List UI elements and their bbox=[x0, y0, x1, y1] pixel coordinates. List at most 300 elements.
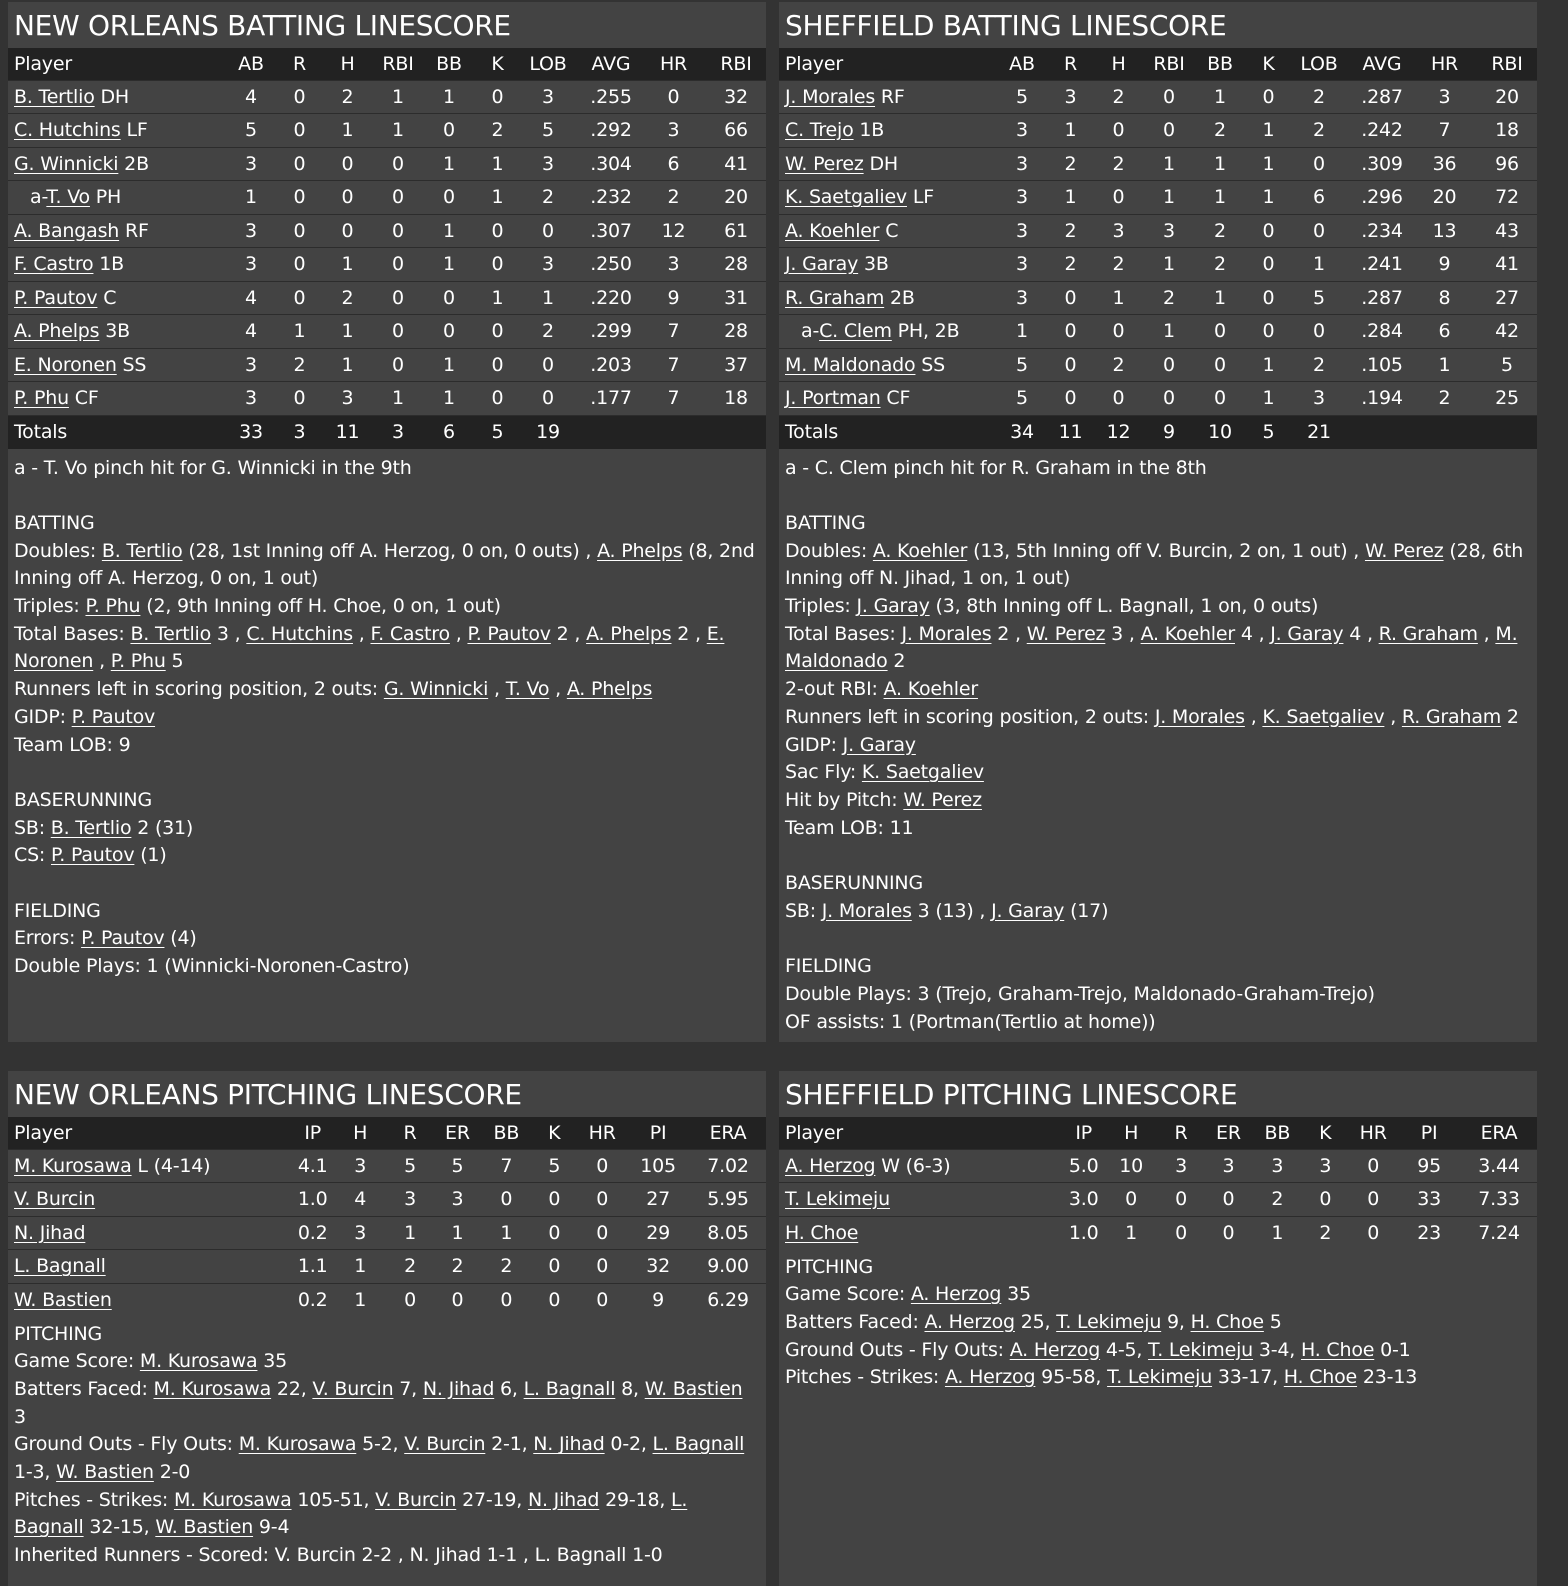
stat-avg: .287 bbox=[1361, 286, 1403, 309]
stat-h: 1 bbox=[354, 1255, 367, 1278]
pitching-notes bbox=[779, 1250, 1537, 1393]
player-link[interactable]: J. Garay bbox=[842, 733, 916, 756]
player-link[interactable]: E. Noronen bbox=[14, 622, 725, 673]
pitcher-cell bbox=[8, 1149, 293, 1183]
new-orleans-pitching-panel bbox=[8, 1071, 766, 1586]
stat-rbi: 1 bbox=[392, 119, 404, 142]
table-row bbox=[8, 1149, 766, 1183]
player-cell bbox=[8, 181, 220, 215]
player-link[interactable]: H. Choe bbox=[1283, 1366, 1358, 1389]
player-link[interactable]: W. Bastien bbox=[644, 1377, 743, 1400]
stat-ab: 3 bbox=[245, 353, 257, 376]
stat-rbi: 0 bbox=[392, 186, 404, 209]
stat-k: 1 bbox=[491, 286, 504, 309]
stat-ab: 3 bbox=[245, 219, 257, 242]
stat-text: 22, bbox=[271, 1377, 313, 1400]
player-position: C bbox=[97, 286, 117, 309]
new-orleans-batting-panel bbox=[8, 2, 766, 1042]
total-rbi: 9 bbox=[1163, 421, 1175, 443]
player-link[interactable]: H. Choe bbox=[1300, 1338, 1375, 1361]
stat-er: 0 bbox=[451, 1289, 464, 1311]
stat-r: 0 bbox=[293, 253, 306, 276]
player-link[interactable]: N. Jihad bbox=[533, 1433, 605, 1456]
table-row bbox=[779, 281, 1537, 315]
stat-lob: 5 bbox=[542, 119, 554, 142]
col-header-avg: AVG bbox=[591, 52, 631, 75]
player-cell bbox=[8, 248, 220, 282]
player-link[interactable]: C. Hutchins bbox=[14, 119, 121, 142]
player-link[interactable]: J. Garay bbox=[1270, 622, 1344, 645]
player-link[interactable]: N. Jihad bbox=[14, 1221, 86, 1244]
groundouts-flyouts-label: Ground Outs - Fly Outs: bbox=[14, 1433, 233, 1456]
player-link[interactable]: L. Bagnall bbox=[523, 1377, 616, 1400]
stat-hr: 7 bbox=[1438, 119, 1451, 142]
stat-bb: 1 bbox=[443, 152, 455, 175]
of-assists-line: OF assists: 1 (Portman(Tertlio at home)) bbox=[785, 1010, 1156, 1033]
player-link[interactable]: A. Herzog bbox=[944, 1366, 1036, 1389]
player-link[interactable]: T. Lekimeju bbox=[1148, 1338, 1254, 1361]
pitcher-cell bbox=[779, 1149, 1064, 1183]
player-link[interactable]: A. Koehler bbox=[872, 539, 968, 562]
col-header-h: H bbox=[340, 52, 355, 75]
stat-ab: 4 bbox=[245, 85, 257, 108]
stat-rbi: 0 bbox=[1163, 119, 1175, 142]
panel-title: NEW ORLEANS BATTING LINESCORE bbox=[14, 9, 511, 42]
stat-pi: 23 bbox=[1417, 1222, 1441, 1244]
player-link[interactable]: J. Morales bbox=[901, 622, 992, 645]
player-link[interactable]: V. Burcin bbox=[404, 1433, 486, 1456]
stat-h: 0 bbox=[1112, 119, 1125, 142]
player-position: RF bbox=[119, 219, 149, 242]
triples-label: Triples: bbox=[785, 595, 851, 617]
stat-avg: .234 bbox=[1361, 219, 1403, 242]
stat-srbi: 41 bbox=[724, 152, 748, 175]
player-position: SS bbox=[116, 353, 147, 376]
player-link[interactable]: J. Morales bbox=[821, 899, 912, 922]
player-link[interactable]: R. Graham bbox=[785, 286, 885, 309]
col-header-r: R bbox=[1174, 1121, 1188, 1144]
stat-k: 0 bbox=[548, 1221, 561, 1244]
stat-text: , bbox=[1384, 705, 1402, 728]
player-link[interactable]: P. Phu bbox=[14, 387, 69, 410]
player-position: 1B bbox=[853, 119, 885, 142]
sb-label: SB: bbox=[785, 899, 816, 922]
empty-cell bbox=[581, 415, 641, 449]
table-row bbox=[779, 1149, 1537, 1183]
stat-er: 0 bbox=[1222, 1222, 1235, 1244]
sac-fly-label: Sac Fly: bbox=[785, 761, 857, 784]
player-link[interactable]: T. Vo bbox=[505, 678, 550, 701]
player-link[interactable]: T. Lekimeju bbox=[1056, 1310, 1162, 1333]
stat-text: 3 (13) , bbox=[911, 899, 992, 922]
player-link[interactable]: W. Perez bbox=[903, 788, 982, 811]
player-link[interactable]: V. Burcin bbox=[375, 1488, 457, 1511]
player-link[interactable]: L. Bagnall bbox=[652, 1433, 745, 1456]
col-header-k: K bbox=[491, 52, 504, 75]
stat-avg: .287 bbox=[1361, 85, 1403, 108]
triples-label: Triples: bbox=[14, 595, 80, 617]
stat-bb: 0 bbox=[1214, 387, 1226, 410]
doubles-detail: (13, 5th Inning off V. Burcin, 2 on, 1 out) , bbox=[967, 539, 1365, 562]
stat-text: 7, bbox=[393, 1377, 423, 1400]
player-link[interactable]: M. Kurosawa bbox=[153, 1377, 272, 1400]
player-link[interactable]: N. Jihad bbox=[527, 1488, 600, 1511]
player-link[interactable]: C. Hutchins bbox=[246, 622, 353, 645]
player-link[interactable]: M. Maldonado bbox=[785, 353, 916, 376]
col-header-player: Player bbox=[785, 52, 843, 75]
stat-srbi: 41 bbox=[1495, 253, 1519, 276]
batters-faced-line bbox=[785, 1309, 1531, 1337]
player-link[interactable]: P. Phu bbox=[110, 650, 166, 673]
col-header-bb: BB bbox=[1207, 52, 1233, 75]
gidp-line bbox=[14, 704, 760, 732]
rlisp-label: Runners left in scoring position, 2 outs: bbox=[14, 678, 378, 701]
stat-era: 7.02 bbox=[707, 1154, 749, 1177]
totals-row bbox=[779, 415, 1537, 449]
table-header-row bbox=[779, 1117, 1537, 1149]
stat-text: 2 , bbox=[991, 622, 1027, 645]
stat-ip: 1.1 bbox=[297, 1255, 328, 1278]
player-link[interactable]: W. Bastien bbox=[14, 1289, 112, 1311]
stat-bb: 0 bbox=[443, 119, 455, 142]
stat-r: 0 bbox=[293, 85, 306, 108]
player-link[interactable]: K. Saetgaliev bbox=[861, 761, 984, 784]
stat-ab: 1 bbox=[1016, 320, 1028, 343]
stat-ab: 5 bbox=[1016, 387, 1028, 410]
stat-rbi: 0 bbox=[392, 152, 404, 175]
stat-ip: 4.1 bbox=[297, 1154, 328, 1177]
empty-cell bbox=[1412, 415, 1477, 449]
sb-line bbox=[14, 815, 760, 843]
doubles-label: Doubles: bbox=[14, 539, 97, 562]
player-position: PH, 2B bbox=[891, 320, 960, 343]
player-cell bbox=[8, 80, 220, 114]
batters-faced-label: Batters Faced: bbox=[785, 1310, 919, 1333]
batters-faced-line bbox=[14, 1376, 760, 1431]
player-link[interactable]: P. Pautov bbox=[14, 286, 98, 309]
player-link[interactable]: R. Graham bbox=[1401, 705, 1502, 728]
stat-bb: 1 bbox=[500, 1221, 513, 1244]
total-bases-line bbox=[14, 621, 760, 676]
stat-text: 35 bbox=[257, 1350, 288, 1373]
player-link[interactable]: C. Clem bbox=[819, 320, 892, 343]
player-link[interactable]: W. Bastien bbox=[155, 1516, 254, 1539]
col-header-bb: BB bbox=[1264, 1121, 1291, 1144]
pitching-heading: PITCHING bbox=[14, 1322, 103, 1345]
player-position: DH bbox=[863, 152, 898, 175]
stat-rbi: 1 bbox=[1163, 152, 1175, 175]
empty-cell bbox=[706, 415, 766, 449]
total-lob: 19 bbox=[536, 421, 560, 443]
cs-detail: (1) bbox=[134, 844, 167, 867]
triples-detail: (3, 8th Inning off L. Bagnall, 1 on, 0 outs) bbox=[929, 595, 1319, 617]
col-header-era: ERA bbox=[1480, 1121, 1518, 1144]
stat-srbi: 20 bbox=[724, 186, 748, 209]
stat-bb: 1 bbox=[443, 253, 455, 276]
stat-text: 5-2, bbox=[356, 1433, 405, 1456]
stat-k: 0 bbox=[491, 387, 504, 410]
player-link[interactable]: A. Phelps bbox=[14, 320, 100, 343]
player-link[interactable]: P. Phu bbox=[85, 595, 141, 617]
stat-ab: 3 bbox=[245, 387, 257, 410]
stat-r: 5 bbox=[404, 1154, 416, 1177]
player-link[interactable]: B. Tertlio bbox=[101, 539, 183, 562]
player-cell bbox=[779, 382, 991, 416]
stat-hr: 9 bbox=[667, 286, 680, 309]
player-link[interactable]: K. Saetgaliev bbox=[1262, 705, 1385, 728]
stat-lob: 0 bbox=[1313, 152, 1325, 175]
player-link[interactable]: J. Garay bbox=[991, 899, 1065, 922]
player-link[interactable]: L. Bagnall bbox=[14, 1255, 106, 1278]
col-header-player: Player bbox=[14, 52, 72, 75]
table-row bbox=[779, 181, 1537, 215]
stat-hr: 13 bbox=[1432, 219, 1457, 242]
player-link[interactable]: A. Phelps bbox=[566, 678, 653, 701]
stat-k: 0 bbox=[491, 353, 504, 376]
stat-bb: 2 bbox=[500, 1255, 513, 1278]
stat-r: 0 bbox=[293, 219, 306, 242]
player-link[interactable]: T. Vo bbox=[46, 186, 90, 209]
pitching-table bbox=[8, 1117, 766, 1317]
col-header-lob: LOB bbox=[1300, 52, 1338, 75]
stat-bb: 1 bbox=[1214, 186, 1226, 209]
stat-k: 1 bbox=[491, 186, 504, 209]
player-link[interactable]: W. Perez bbox=[785, 152, 864, 175]
player-link[interactable]: G. Winnicki bbox=[383, 678, 489, 701]
player-link[interactable]: P. Pautov bbox=[81, 927, 165, 950]
table-row bbox=[779, 214, 1537, 248]
stat-srbi: 43 bbox=[1495, 219, 1519, 242]
stat-ab: 3 bbox=[245, 253, 257, 276]
player-link[interactable]: B. Tertlio bbox=[50, 816, 132, 839]
stat-bb: 1 bbox=[1214, 85, 1226, 108]
player-link[interactable]: F. Castro bbox=[370, 622, 450, 645]
hbp-label: Hit by Pitch: bbox=[785, 788, 898, 811]
triples-line bbox=[14, 593, 760, 621]
table-row bbox=[779, 248, 1537, 282]
player-link[interactable]: J. Garay bbox=[856, 595, 930, 617]
stat-rbi: 0 bbox=[392, 253, 404, 276]
player-link[interactable]: A. Herzog bbox=[924, 1310, 1015, 1333]
player-link[interactable]: W. Bastien bbox=[56, 1461, 154, 1484]
player-link[interactable]: V. Burcin bbox=[14, 1188, 96, 1211]
stat-k: 1 bbox=[1262, 119, 1275, 142]
stat-srbi: 18 bbox=[724, 387, 748, 410]
table-row bbox=[8, 1283, 766, 1317]
player-link[interactable]: H. Choe bbox=[1190, 1310, 1264, 1333]
pitching-notes bbox=[8, 1317, 766, 1570]
player-link[interactable]: A. Koehler bbox=[785, 219, 880, 242]
pitches-strikes-line bbox=[785, 1364, 1531, 1392]
stat-text: 2 bbox=[887, 650, 906, 673]
stat-h: 3 bbox=[1112, 219, 1125, 242]
stat-hr: 3 bbox=[667, 253, 680, 276]
pitches-strikes-label: Pitches - Strikes: bbox=[14, 1488, 169, 1511]
player-link[interactable]: J. Portman bbox=[785, 387, 881, 410]
stat-ip: 5.0 bbox=[1068, 1154, 1099, 1177]
player-link[interactable]: M. Maldonado bbox=[785, 622, 1518, 673]
player-link[interactable]: L. Bagnall bbox=[14, 1488, 688, 1539]
player-link[interactable]: V. Burcin bbox=[312, 1377, 394, 1400]
table-row bbox=[8, 1250, 766, 1284]
stat-bb: 0 bbox=[443, 286, 455, 309]
triples-detail: (2, 9th Inning off H. Choe, 0 on, 1 out) bbox=[140, 595, 501, 617]
player-link[interactable]: A. Koehler bbox=[1140, 622, 1235, 645]
player-link[interactable]: M. Kurosawa bbox=[173, 1488, 292, 1511]
table-row bbox=[779, 382, 1537, 416]
stat-h: 0 bbox=[341, 152, 354, 175]
stat-r: 0 bbox=[293, 119, 306, 142]
stat-lob: 3 bbox=[542, 152, 554, 175]
player-position: 3B bbox=[99, 320, 130, 343]
stat-ab: 3 bbox=[1016, 253, 1028, 276]
player-link[interactable]: A. Herzog bbox=[1009, 1338, 1101, 1361]
sb-line bbox=[785, 898, 1531, 926]
stat-ab: 3 bbox=[1016, 152, 1028, 175]
player-link[interactable]: H. Choe bbox=[785, 1222, 859, 1244]
player-link[interactable]: B. Tertlio bbox=[130, 622, 212, 645]
stat-bb: 0 bbox=[443, 186, 455, 209]
player-link[interactable]: T. Lekimeju bbox=[1107, 1366, 1213, 1389]
player-link[interactable]: J. Garay bbox=[785, 253, 859, 276]
stat-lob: 1 bbox=[542, 286, 554, 309]
player-link[interactable]: W. Perez bbox=[1364, 539, 1444, 562]
player-link[interactable]: A. Phelps bbox=[597, 539, 683, 562]
gidp-label: GIDP: bbox=[785, 733, 837, 756]
player-link[interactable]: C. Trejo bbox=[785, 119, 854, 142]
stat-avg: .241 bbox=[1361, 253, 1403, 276]
stat-r: 0 bbox=[1064, 353, 1077, 376]
stat-hr: 0 bbox=[596, 1255, 609, 1278]
stat-bb: 1 bbox=[1271, 1222, 1284, 1244]
stat-text: 3-4, bbox=[1253, 1338, 1301, 1361]
col-header-player: Player bbox=[785, 1121, 843, 1144]
stat-text: 32-15, bbox=[83, 1516, 156, 1539]
pitcher-cell bbox=[8, 1283, 293, 1317]
stat-ab: 3 bbox=[1016, 219, 1028, 242]
player-link[interactable]: M. Kurosawa bbox=[139, 1350, 258, 1373]
stat-r: 2 bbox=[293, 353, 306, 376]
player-link[interactable]: J. Morales bbox=[1154, 705, 1245, 728]
doubles-detail: (8, 2nd Inning off A. Herzog, 0 on, 1 out) bbox=[14, 539, 755, 590]
empty-cell bbox=[1477, 415, 1537, 449]
player-link[interactable]: T. Lekimeju bbox=[785, 1188, 890, 1211]
stat-r: 2 bbox=[1064, 253, 1077, 276]
col-header-k: K bbox=[1319, 1121, 1332, 1144]
player-link[interactable]: M. Kurosawa bbox=[14, 1154, 132, 1177]
stat-h: 0 bbox=[341, 219, 354, 242]
total-r: 11 bbox=[1058, 421, 1083, 443]
col-header-era: ERA bbox=[709, 1121, 747, 1144]
stat-srbi: 25 bbox=[1495, 387, 1519, 410]
player-link[interactable]: P. Pautov bbox=[50, 844, 135, 867]
player-link[interactable]: G. Winnicki bbox=[14, 152, 119, 175]
table-row bbox=[8, 248, 766, 282]
table-row bbox=[779, 114, 1537, 148]
stat-lob: 1 bbox=[1313, 253, 1325, 276]
doubles-line bbox=[14, 538, 760, 593]
stat-bb: 2 bbox=[1214, 219, 1226, 242]
sheffield-pitching-panel bbox=[779, 1071, 1537, 1586]
player-link[interactable]: R. Graham bbox=[1378, 622, 1478, 645]
player-cell bbox=[8, 281, 220, 315]
stat-ip: 1.0 bbox=[1068, 1222, 1099, 1244]
player-link[interactable]: E. Noronen bbox=[14, 353, 117, 376]
player-link[interactable]: F. Castro bbox=[14, 253, 94, 276]
player-position: PH bbox=[89, 186, 122, 209]
col-header-k: K bbox=[548, 1121, 561, 1144]
stat-rbi: 2 bbox=[1163, 286, 1175, 309]
player-position: CF bbox=[880, 387, 911, 410]
stat-text: 5 bbox=[1263, 1310, 1282, 1333]
col-header-h: H bbox=[1111, 52, 1126, 75]
stat-lob: 0 bbox=[1313, 219, 1325, 242]
stat-pi: 105 bbox=[640, 1154, 676, 1177]
sheffield-batting-panel bbox=[779, 2, 1537, 1042]
batters-faced-label: Batters Faced: bbox=[14, 1377, 148, 1400]
player-cell bbox=[8, 114, 220, 148]
stat-r: 0 bbox=[1064, 320, 1077, 343]
stat-pi: 29 bbox=[646, 1221, 670, 1244]
triples-line bbox=[785, 593, 1531, 621]
player-link[interactable]: W. Perez bbox=[1026, 622, 1106, 645]
player-link[interactable]: P. Pautov bbox=[71, 705, 156, 728]
table-row bbox=[779, 1216, 1537, 1250]
pitcher-decision: L (4-14) bbox=[131, 1154, 211, 1177]
game-score-label: Game Score: bbox=[14, 1350, 135, 1373]
table-row bbox=[779, 348, 1537, 382]
stat-r: 2 bbox=[1064, 152, 1077, 175]
stat-text: , bbox=[549, 678, 567, 701]
player-link[interactable]: B. Tertlio bbox=[14, 85, 95, 108]
player-link[interactable]: A. Phelps bbox=[586, 622, 672, 645]
table-row bbox=[8, 1216, 766, 1250]
stat-k: 1 bbox=[1262, 353, 1275, 376]
errors-label: Errors: bbox=[14, 927, 76, 950]
stat-ab: 5 bbox=[245, 119, 257, 142]
col-header-hr: HR bbox=[1359, 1121, 1387, 1144]
stat-k: 0 bbox=[1262, 253, 1275, 276]
player-link[interactable]: A. Herzog bbox=[910, 1283, 1002, 1306]
table-row bbox=[8, 382, 766, 416]
stat-hr: 0 bbox=[596, 1188, 609, 1211]
stat-k: 1 bbox=[1262, 186, 1275, 209]
stat-r: 0 bbox=[1175, 1188, 1187, 1211]
empty-cell bbox=[1352, 415, 1412, 449]
player-link[interactable]: A. Koehler bbox=[883, 678, 978, 701]
stat-k: 0 bbox=[1262, 320, 1275, 343]
player-link[interactable]: J. Morales bbox=[785, 85, 876, 108]
stat-avg: .299 bbox=[590, 320, 632, 343]
player-cell bbox=[8, 147, 220, 181]
game-score-line bbox=[785, 1281, 1531, 1309]
stat-rbi: 1 bbox=[392, 387, 404, 410]
col-header-r: R bbox=[292, 52, 306, 75]
stat-pi: 32 bbox=[646, 1255, 670, 1278]
player-link[interactable]: A. Bangash bbox=[14, 219, 120, 242]
stat-h: 3 bbox=[354, 1221, 367, 1244]
stat-h: 1 bbox=[341, 253, 354, 276]
stat-lob: 2 bbox=[1313, 85, 1325, 108]
rlisp-label: Runners left in scoring position, 2 outs: bbox=[785, 705, 1149, 728]
player-position: 2B bbox=[884, 286, 915, 309]
stat-avg: .309 bbox=[1361, 152, 1403, 175]
player-link[interactable]: N. Jihad bbox=[422, 1377, 495, 1400]
player-link[interactable]: A. Herzog bbox=[785, 1154, 876, 1177]
player-link[interactable]: P. Pautov bbox=[467, 622, 551, 645]
player-link[interactable]: M. Kurosawa bbox=[238, 1433, 357, 1456]
player-link[interactable]: K. Saetgaliev bbox=[785, 186, 907, 209]
